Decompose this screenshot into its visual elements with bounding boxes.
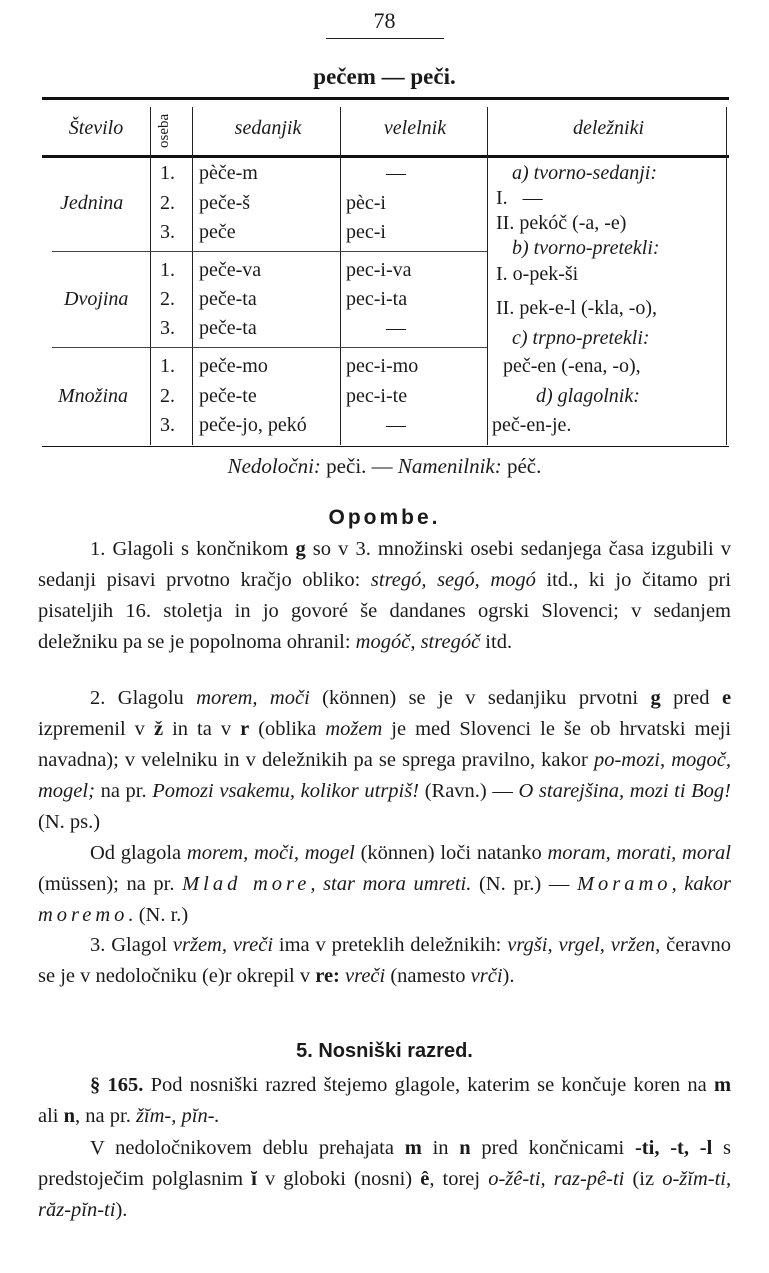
dash: — bbox=[371, 454, 393, 478]
namenilnik-value: péč. bbox=[506, 454, 542, 478]
page-heading: pečem — peči. bbox=[313, 64, 456, 89]
note-paragraph-1: 1. Glagoli s končnikom g so v 3. množinski osebi sedanjega časa izgubili v sedanji pisavi prvotno kračjo obliko: stregó, segó, mogó itd., ki jo čitamo pri pisateljih 16. stoletja in jo govoré še dandanes ogrski Slovenci; v sedanjem deležniku pa se je popolnoma ohranil: mogóč, stregóč itd. bbox=[38, 538, 732, 653]
column-divider bbox=[192, 107, 193, 445]
velelnik-form: pec-i-te bbox=[346, 385, 408, 407]
sedanjik-form: peče bbox=[199, 221, 236, 243]
group-separator bbox=[52, 347, 487, 348]
nedolocni-namenilnik-line bbox=[0, 454, 769, 479]
velelnik-form: — bbox=[386, 414, 406, 436]
sedanjik-form: peče-te bbox=[199, 385, 257, 407]
header-velelnik: velelnik bbox=[383, 117, 447, 139]
section-title: 5. Nosniški razred. bbox=[296, 1040, 473, 1062]
header-sedanjik: sedanjik bbox=[234, 117, 302, 139]
person-number: 1. bbox=[160, 259, 175, 281]
delezniki-d-heading: d) glagolnik: bbox=[536, 385, 640, 407]
sedanjik-form: peče-š bbox=[199, 192, 251, 214]
group-separator bbox=[52, 251, 487, 252]
velelnik-form: pec-i-mo bbox=[346, 355, 419, 377]
velelnik-form: — bbox=[386, 162, 406, 184]
person-number: 1. bbox=[160, 162, 175, 184]
note-paragraph-2: 2. Glagolu morem, moči (können) se je v sedanjiku prvotni g pred e izpremenil v ž in ta v r (oblika možem je med Slovenci le še ob hrvatski meji navadna); v velelniku in v deležnikih pa se sprega pravilno, kakor po-mozi, mogoč, mogel; na pr. Pomozi vsakemu, kolikor utrpiš! (Ravn.) — O starejšina, mozi ti Bog! (N. ps.) bbox=[38, 687, 732, 833]
page-number-rule bbox=[326, 38, 444, 39]
delezniki-c-heading: c) trpno-pretekli: bbox=[512, 327, 650, 349]
person-number: 3. bbox=[160, 317, 175, 339]
header-delezniki: deležniki bbox=[572, 117, 645, 139]
velelnik-form: pec-i-ta bbox=[346, 288, 408, 310]
delezniki-b-line: II. pek-e-l (-kla, -o), bbox=[496, 297, 658, 319]
delezniki-b-line: I. o-pek-ši bbox=[496, 263, 579, 285]
header-oseba: oseba bbox=[156, 113, 172, 149]
sedanjik-form: peče-jo, pekó bbox=[199, 414, 307, 436]
group-label-dvojina: Dvojina bbox=[64, 288, 129, 310]
person-number: 3. bbox=[160, 414, 175, 436]
delezniki-d-line: peč-en-je. bbox=[492, 414, 572, 436]
section-paragraph-1: § 165. Pod nosniški razred štejemo glagole, katerim se končuje koren na m ali n, na pr. žĭm-, pĭn-. bbox=[38, 1074, 732, 1127]
velelnik-form: pèc-i bbox=[346, 192, 386, 214]
table-header-row bbox=[42, 107, 729, 155]
note-paragraph-3: Od glagola morem, moči, mogel (können) loči natanko moram, morati, moral (müssen); na pr. Mlad more, star mora umreti. (N. pr.) — Moramo, kakor moremo. (N. r.) bbox=[38, 842, 732, 926]
header-stevilo: Število bbox=[68, 117, 124, 139]
note-paragraph-4: 3. Glagol vržem, vreči ima v preteklih deležnikih: vrgši, vrgel, vržen, čeravno se je v nedoločniku (e)r okrepil v re: vreči (namesto vrči). bbox=[38, 934, 732, 987]
section-paragraph-2: V nedoločnikovem deblu prehajata m in n pred končnicami -ti, -t, -l s predstoječim polglasnim ĭ v globoki (nosni) ê, torej o-žê-ti, raz-pê-ti (iz o-žĭm-ti, răz-pĭn-ti). bbox=[38, 1137, 732, 1221]
delezniki-c-line: peč-en (-ena, -o), bbox=[503, 355, 641, 377]
velelnik-form: pec-i bbox=[346, 221, 386, 243]
table-top-rule bbox=[42, 97, 729, 100]
delezniki-a-line: II. pekóč (-a, -e) bbox=[496, 212, 627, 234]
table-right-border bbox=[726, 107, 727, 445]
person-number: 2. bbox=[160, 192, 175, 214]
column-divider bbox=[150, 107, 151, 445]
table-header-rule bbox=[42, 155, 729, 158]
notes-title: Opombe. bbox=[328, 506, 441, 529]
table-bottom-rule bbox=[42, 446, 729, 447]
person-number: 2. bbox=[160, 288, 175, 310]
delezniki-b-heading: b) tvorno-pretekli: bbox=[512, 237, 660, 259]
group-label-jednina: Jednina bbox=[60, 192, 124, 214]
delezniki-a-heading: a) tvorno-sedanji: bbox=[512, 162, 657, 184]
velelnik-form: pec-i-va bbox=[346, 259, 412, 281]
column-divider bbox=[340, 107, 341, 445]
person-number: 3. bbox=[160, 221, 175, 243]
namenilnik-label: Namenilnik: bbox=[397, 454, 502, 478]
nedolocni-label: Nedoločni: bbox=[227, 454, 321, 478]
delezniki-a-line: I. — bbox=[496, 187, 543, 209]
sedanjik-form: peče-va bbox=[199, 259, 262, 281]
sedanjik-form: peče-ta bbox=[199, 317, 257, 339]
page-number: 78 bbox=[373, 8, 396, 33]
group-label-mnozina: Množina bbox=[58, 385, 128, 407]
column-divider bbox=[487, 107, 488, 445]
velelnik-form: — bbox=[386, 317, 406, 339]
person-number: 1. bbox=[160, 355, 175, 377]
sedanjik-form: peče-mo bbox=[199, 355, 268, 377]
nedolocni-value: peči. bbox=[326, 454, 367, 478]
person-number: 2. bbox=[160, 385, 175, 407]
sedanjik-form: pèče-m bbox=[199, 162, 258, 184]
sedanjik-form: peče-ta bbox=[199, 288, 257, 310]
